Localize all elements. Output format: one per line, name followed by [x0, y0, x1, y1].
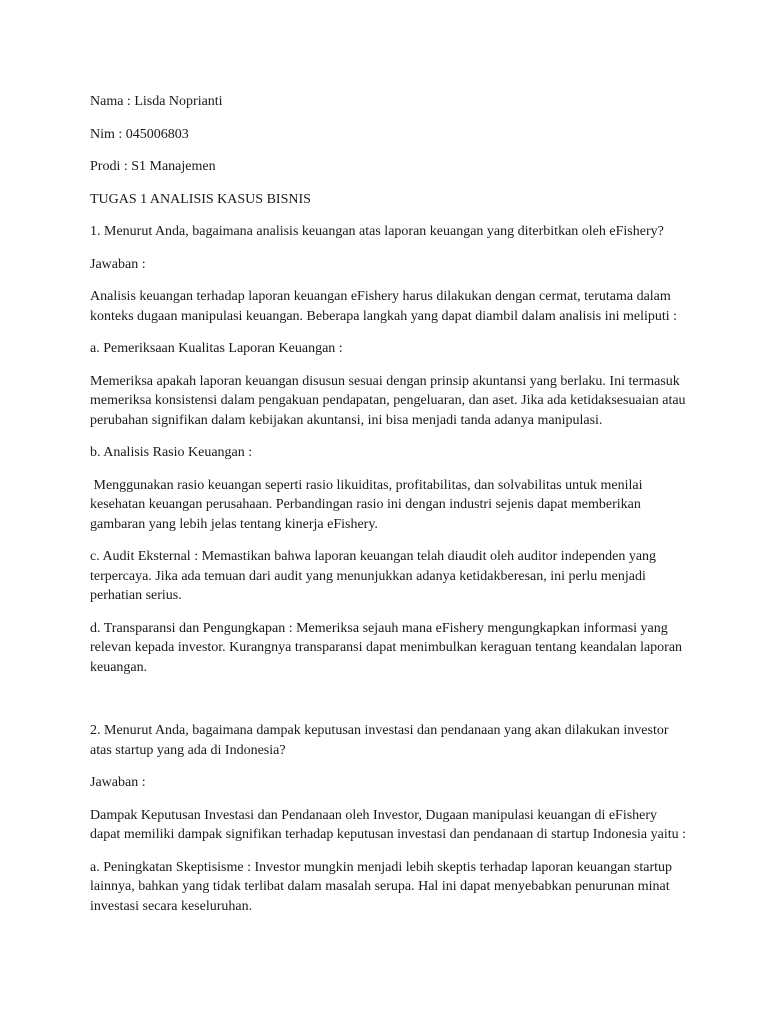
answer-2-point-a: a. Peningkatan Skeptisisme : Investor mungkin menjadi lebih skeptis terhadap laporan keuangan startup lainnya, bahkan yang tidak terlibat dalam masalah serupa. Hal ini dapat menyebabkan penurunan minat investasi secara keseluruhan.	[90, 859, 673, 914]
assignment-title: TUGAS 1 ANALISIS KASUS BISNIS	[90, 191, 311, 207]
answer-1-point-c: c. Audit Eksternal : Memastikan bahwa laporan keuangan telah diaudit oleh auditor independen yang terpercaya. Jika ada temuan dari audit yang menunjukkan adanya ketidakberesan, ini perlu menjadi perhatian serius.	[90, 549, 657, 603]
question-1: 1. Menurut Anda, bagaimana analisis keuangan atas laporan keuangan yang diterbitkan oleh eFishery?	[90, 224, 664, 239]
answer-1-intro: Analisis keuangan terhadap laporan keuangan eFishery harus dilakukan dengan cermat, terutama dalam konteks dugaan manipulasi keuangan. Beberapa langkah yang dapat diambil dalam analisis ini meliputi :	[90, 289, 678, 324]
student-name: Nama : Lisda Noprianti	[90, 94, 223, 109]
answer-1-point-b-title: b. Analisis Rasio Keuangan :	[90, 445, 253, 460]
question-2: 2. Menurut Anda, bagaimana dampak keputusan investasi dan pendanaan yang akan dilakukan investor atas startup yang ada di Indonesia?	[90, 723, 669, 758]
answer-1-point-a-body: Memeriksa apakah laporan keuangan disusun sesuai dengan prinsip akuntansi yang berlaku. Ini termasuk memeriksa konsistensi dalam pengakuan pendapatan, pengeluaran, dan aset. Jika ada ketidaksesuaian atau perubahan signifikan dalam kebijakan akuntansi, ini bisa menjadi tanda adanya manipulasi.	[90, 373, 686, 428]
answer-1-point-a-title: a. Pemeriksaan Kualitas Laporan Keuangan :	[90, 341, 343, 356]
answer-1-point-b-body: Menggunakan rasio keuangan seperti rasio likuiditas, profitabilitas, dan solvabilitas untuk menilai kesehatan keuangan perusahaan. Perbandingan rasio ini dengan industri sejenis dapat memberikan gambaran yang lebih jelas tentang kinerja eFishery.	[90, 477, 646, 532]
answer-1-label: Jawaban :	[90, 256, 146, 272]
student-prodi: Prodi : S1 Manajemen	[90, 159, 216, 174]
answer-2-label: Jawaban :	[90, 775, 146, 790]
document-body	[90, 92, 686, 929]
answer-1-point-d: d. Transparansi dan Pengungkapan : Memeriksa sejauh mana eFishery mengungkapkan informasi yang relevan kepada investor. Kurangnya transparansi dapat menimbulkan keraguan tentang keandalan laporan keuangan.	[90, 620, 683, 675]
answer-2-intro: Dampak Keputusan Investasi dan Pendanaan oleh Investor, Dugaan manipulasi keuangan di eFishery dapat memiliki dampak signifikan terhadap keputusan investasi dan pendanaan di startup Indonesia yaitu :	[90, 807, 687, 842]
student-nim: Nim : 045006803	[90, 126, 189, 142]
